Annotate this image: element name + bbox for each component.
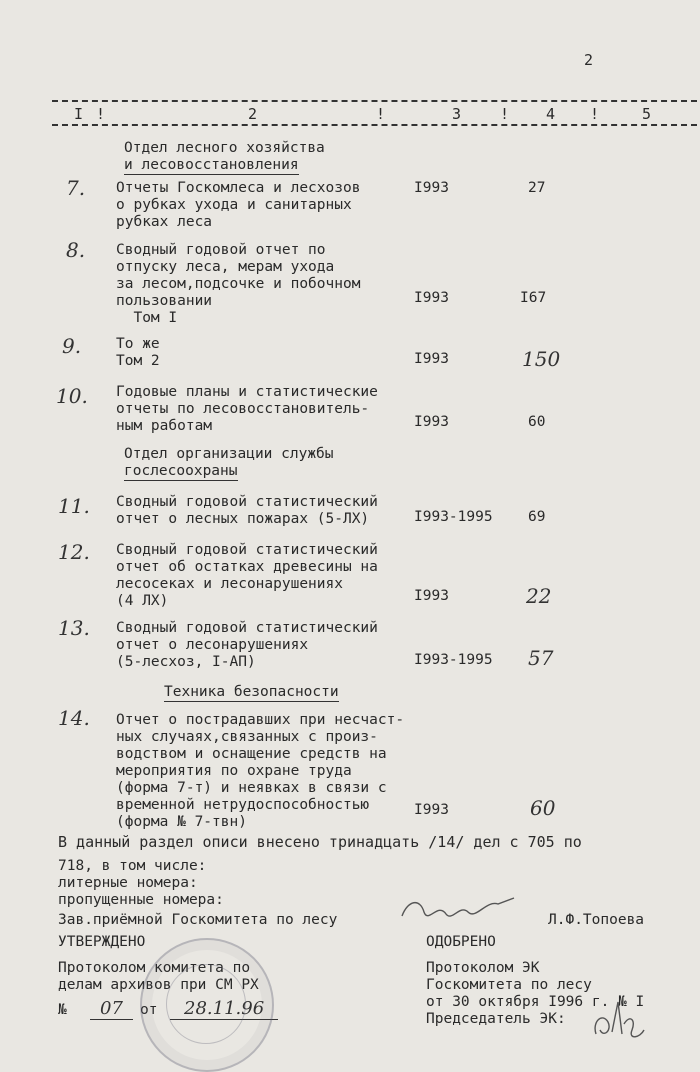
item-title-line: (4 ЛХ) [116,593,169,609]
approved-number: 07 [90,998,133,1020]
head-signature [398,894,518,928]
item-title-line: рубках леса [116,214,213,230]
item-title-line: отчет об остатках древесины на [116,559,378,575]
item-number: 13. [58,616,90,640]
approved-label: УТВЕРЖДЕНО [58,934,146,950]
col-header-2: 2 [248,105,258,123]
item-title-line: за лесом,подсочке и побочном [116,276,361,292]
header-top-rule [52,100,697,102]
item-title-line: Сводный годовой статистический [116,620,378,636]
item-year: I993-1995 [414,509,493,525]
item-count: 22 [526,584,552,608]
col-sep: ! [590,105,600,123]
approved-line: Протоколом комитета по [58,960,251,976]
item-title-line: мероприятия по охране труда [116,763,352,779]
item-title-line: Сводный годовой статистический [116,542,378,558]
summary-line: 718, в том числе: [58,858,207,874]
item-count: 150 [522,347,561,371]
page-number: 2 [584,51,594,69]
item-title-line: (форма 7-т) и неявках в связи с [116,780,387,796]
item-title-line: То же [116,336,160,352]
item-count: 69 [528,509,546,525]
item-title-line: Том 2 [116,353,160,369]
col-header-3: 3 [452,105,462,123]
header-bottom-rule [52,124,697,126]
item-count: I67 [520,290,547,306]
summary-line: пропущенные номера: [58,892,224,908]
section-heading-line: гослесоохраны [124,463,238,479]
item-title-line: ных случаях,связанных с произ- [116,729,378,745]
approved-line: делам архивов при СМ РХ [58,977,259,993]
item-title-line: отчет о лесонарушениях [116,637,309,653]
item-count: 57 [528,646,554,670]
item-year: I993 [414,414,449,430]
head-title: Зав.приёмной Госкомитета по лесу [58,912,338,928]
col-sep: ! [376,105,386,123]
agreed-line: Госкомитета по лесу [426,977,592,993]
col-header-1: I [74,105,84,123]
col-sep: ! [96,105,106,123]
section-heading: Техника безопасности [164,684,339,700]
col-sep: ! [500,105,510,123]
item-number: 7. [66,176,86,200]
item-title-line: водством и оснащение средств на [116,746,387,762]
col-header-4: 4 [546,105,556,123]
section-heading-line: Отдел лесного хозяйства [124,140,325,156]
agreed-line: Председатель ЭК: [426,1011,566,1027]
item-title-line: Сводный годовой отчет по [116,242,326,258]
section-heading-line: и лесовосстановления [124,157,299,173]
agreed-line: от 30 октября I996 г. № I [426,994,645,1010]
col-header-5: 5 [642,105,652,123]
item-year: I993 [414,588,449,604]
head-name: Л.Ф.Топоева [548,912,645,928]
item-title-line: отчет о лесных пожарах (5-ЛХ) [116,511,370,527]
round-seal-inner [166,964,246,1044]
item-year: I993 [414,290,449,306]
item-title-line: временной нетрудоспособностью [116,797,370,813]
item-number: 14. [58,706,90,730]
item-year: I993 [414,351,449,367]
item-year: I993-1995 [414,652,493,668]
item-number: 10. [56,384,88,408]
agreed-line: Протоколом ЭК [426,960,540,976]
item-number: 11. [58,494,90,518]
item-number: 12. [58,540,90,564]
item-year: I993 [414,180,449,196]
approved-date-label: от [140,1002,158,1018]
item-number: 9. [62,334,82,358]
agreed-label: ОДОБРЕНО [426,934,496,950]
item-title-line: (5-лесхоз, I-АП) [116,654,256,670]
item-title-line: отпуску леса, мерам ухода [116,259,335,275]
item-title-line: о рубках ухода и санитарных [116,197,352,213]
approved-number-label: № [58,1002,67,1018]
item-count: 60 [528,414,546,430]
section-heading-line: Отдел организации службы [124,446,334,462]
item-title-line: Сводный годовой статистический [116,494,378,510]
item-title-line: Годовые планы и статистические [116,384,378,400]
item-title-line: Том I [116,310,178,326]
item-year: I993 [414,802,449,818]
round-seal-stamp [140,938,274,1072]
summary-line: В данный раздел описи внесено тринадцать /14/ дел с 705 по [58,833,582,851]
summary-line: литерные номера: [58,875,198,891]
item-title-line: Отчеты Госкомлеса и лесхозов [116,180,361,196]
item-title-line: ным работам [116,418,213,434]
item-title-line: лесосеках и лесонарушениях [116,576,343,592]
item-number: 8. [66,238,86,262]
item-title-line: отчеты по лесовосстановитель- [116,401,370,417]
item-title-line: пользовании [116,293,213,309]
item-title-line: Отчет о пострадавших при несчаст- [116,712,405,728]
approved-date: 28.11.96 [170,998,278,1020]
item-title-line: (форма № 7-твн) [116,814,247,830]
chairman-signature [588,994,648,1044]
item-count: 60 [530,796,556,820]
item-count: 27 [528,180,546,196]
